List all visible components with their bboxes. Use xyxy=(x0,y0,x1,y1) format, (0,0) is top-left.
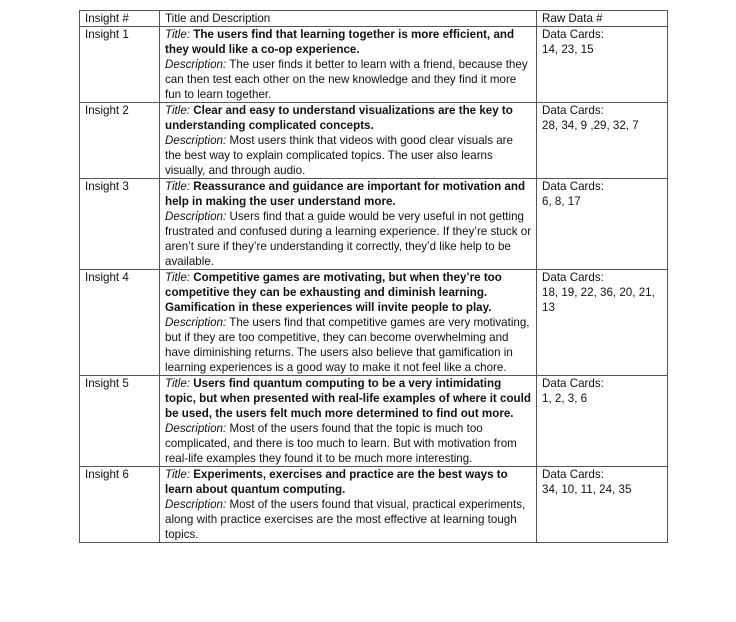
insight-description xyxy=(165,315,532,375)
table-body xyxy=(80,27,668,543)
insight-title xyxy=(165,103,532,133)
insight-title xyxy=(165,376,532,421)
data-cards-list: 34, 10, 11, 24, 35 xyxy=(542,483,632,496)
title-label: Title: xyxy=(165,377,191,390)
data-cards-list: 14, 23, 15 xyxy=(542,43,594,56)
data-cards-label: Data Cards: xyxy=(542,104,604,117)
title-description-cell xyxy=(160,270,537,376)
data-cards-label: Data Cards: xyxy=(542,180,604,193)
insight-description xyxy=(165,209,532,269)
description-text: The users find that competitive games are very motivating, but if they are too competitive, they can become overwhelming and have diminishing returns. The users also believe that gamification in learning experiences is a good way to make it not feel like a chore. xyxy=(165,316,530,374)
table-row xyxy=(80,179,668,270)
data-cards-label: Data Cards: xyxy=(542,468,604,481)
insight-header: Insight # xyxy=(80,11,160,27)
insight-description xyxy=(165,57,532,102)
raw-data-cell xyxy=(537,179,668,270)
description-text: Most of the users found that visual, practical experiments, along with practice exercises are the most effective at learning tough topics. xyxy=(165,498,526,541)
insight-title xyxy=(165,27,532,57)
title-description-header: Title and Description xyxy=(160,11,537,27)
title-text: Users find quantum computing to be a very intimidating topic, but when presented with real-life examples of where it could be used, the users felt much more determined to find out more. xyxy=(165,377,531,420)
table-row xyxy=(80,270,668,376)
insight-title xyxy=(165,270,532,315)
description-label: Description: xyxy=(165,316,227,329)
raw-data-cell xyxy=(537,467,668,543)
data-cards-list: 1, 2, 3, 6 xyxy=(542,392,588,405)
raw-data-cell xyxy=(537,103,668,179)
raw-data-cell xyxy=(537,376,668,467)
title-label: Title: xyxy=(165,104,191,117)
raw-data-cell xyxy=(537,27,668,103)
title-description-cell xyxy=(160,376,537,467)
title-text: Competitive games are motivating, but when they’re too competitive they can be exhausting and diminish learning. Gamification in these experiences will invite people to play. xyxy=(165,271,502,314)
insight-number: Insight 3 xyxy=(80,179,160,270)
description-text: Users find that a guide would be very useful in not getting frustrated and confused during a learning experience. If they’re stuck or aren’t sure if they’re understanding it correctly, they’d like help to be available. xyxy=(165,210,532,268)
description-text: Most users think that videos with good clear visuals are the best way to explain complicated topics. The user also learns visually, and through audio. xyxy=(165,134,513,177)
description-label: Description: xyxy=(165,498,227,511)
description-label: Description: xyxy=(165,422,227,435)
insights-table xyxy=(79,10,668,543)
description-text: Most of the users found that the topic is much too complicated, and there is too much to learn. But with motivation from real-life examples they found it to be much more interesting. xyxy=(165,422,517,465)
insight-description xyxy=(165,133,532,178)
raw-data-cell xyxy=(537,270,668,376)
table-row xyxy=(80,27,668,103)
insight-number: Insight 5 xyxy=(80,376,160,467)
raw-data-header: Raw Data # xyxy=(537,11,668,27)
title-label: Title: xyxy=(165,468,191,481)
title-label: Title: xyxy=(165,180,191,193)
table-row xyxy=(80,103,668,179)
title-description-cell xyxy=(160,179,537,270)
title-text: The users find that learning together is more efficient, and they would like a co-op experience. xyxy=(165,28,515,56)
insight-number: Insight 1 xyxy=(80,27,160,103)
data-cards-list: 28, 34, 9 ,29, 32, 7 xyxy=(542,119,639,132)
title-description-cell xyxy=(160,467,537,543)
title-label: Title: xyxy=(165,28,191,41)
insight-title xyxy=(165,179,532,209)
insight-number: Insight 2 xyxy=(80,103,160,179)
insight-number: Insight 4 xyxy=(80,270,160,376)
insight-description xyxy=(165,421,532,466)
description-label: Description: xyxy=(165,58,227,71)
data-cards-label: Data Cards: xyxy=(542,271,604,284)
title-text: Clear and easy to understand visualizations are the key to understanding complicated concepts. xyxy=(165,104,513,132)
description-text: The user finds it better to learn with a friend, because they can then test each other on the new knowledge and they find it more fun to learn together. xyxy=(165,58,528,101)
title-description-cell xyxy=(160,27,537,103)
data-cards-label: Data Cards: xyxy=(542,28,604,41)
header-row xyxy=(80,11,668,27)
data-cards-list: 18, 19, 22, 36, 20, 21, 13 xyxy=(542,286,655,314)
title-label: Title: xyxy=(165,271,191,284)
title-text: Reassurance and guidance are important for motivation and help in making the user understand more. xyxy=(165,180,526,208)
data-cards-label: Data Cards: xyxy=(542,377,604,390)
insight-title xyxy=(165,467,532,497)
table-row xyxy=(80,376,668,467)
data-cards-list: 6, 8, 17 xyxy=(542,195,581,208)
insight-number: Insight 6 xyxy=(80,467,160,543)
title-description-cell xyxy=(160,103,537,179)
description-label: Description: xyxy=(165,210,227,223)
table-row xyxy=(80,467,668,543)
insight-description xyxy=(165,497,532,542)
description-label: Description: xyxy=(165,134,227,147)
title-text: Experiments, exercises and practice are the best ways to learn about quantum computing. xyxy=(165,468,508,496)
